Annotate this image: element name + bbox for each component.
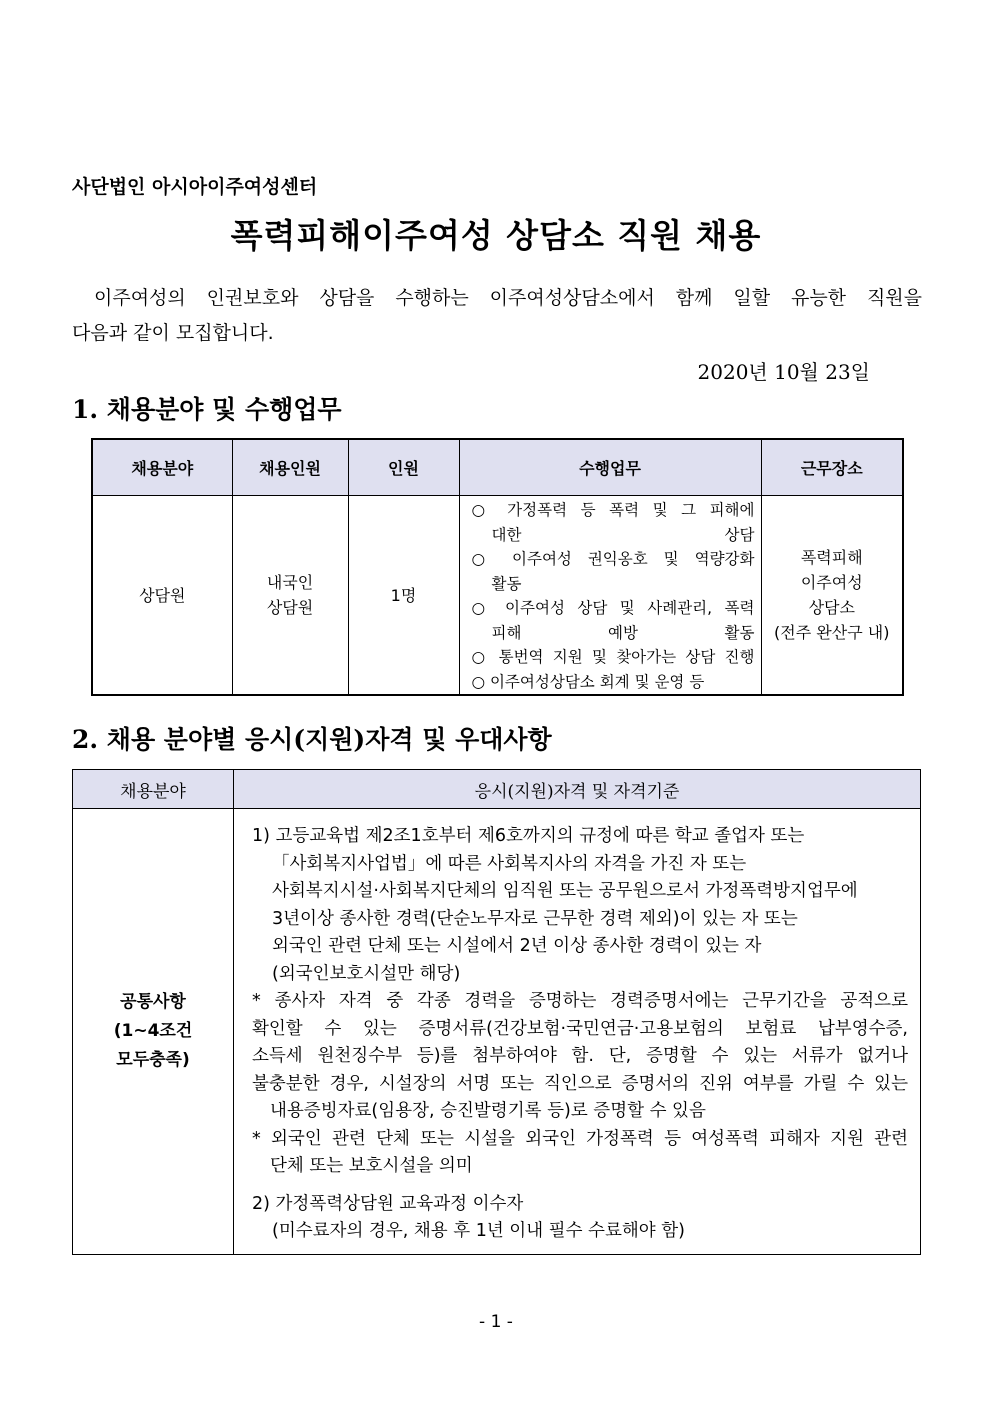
req2-line: (미수료자의 경우, 채용 후 1년 이내 필수 수료해야 함) [272,1221,685,1241]
col-header-field: 채용분야 [92,439,232,496]
req1-line: 3년이상 종사한 경력(단순노무자로 근무한 경력 제외)이 있는 자 또는 [272,908,798,929]
col-header-type: 채용인원 [232,439,348,496]
intro-line-2: 다음과 같이 모집합니다. [72,322,274,344]
intro-line-1: 이주여성의 인권보호와 상담을 수행하는 이주여성상담소에서 함께 일할 유능한 직원을 [94,287,922,309]
recruitment-table [91,438,904,696]
organization-name: 사단법인 아시아이주여성센터 [72,176,318,198]
location-line: 폭력피해 [800,548,863,567]
cell-count: 1명 [348,496,459,696]
category-cell [73,809,234,1255]
cell-duties [459,496,761,696]
note-2: * 외국인 관련 단체 또는 시설을 외국인 가정폭력 등 여성폭력 피해자 지원 관련 단체 또는 보호시설을 의미 [252,1128,908,1176]
category-line: 모두충족) [116,1049,190,1070]
req1-line: 1) 고등교육법 제2조1호부터 제6호까지의 규정에 따른 학교 졸업자 또는 [252,826,805,846]
col-header-qualification: 응시(지원)자격 및 자격기준 [234,770,921,809]
duty-item: ○ 이주여성상담소 회계 및 운영 등 [471,672,705,691]
req2-line: 2) 가정폭력상담원 교육과정 이수자 [252,1193,524,1214]
duty-item: ○ 이주여성 상담 및 사례관리, 폭력 피해 예방 활동 [471,599,755,642]
table-row [92,496,903,696]
req1-line: 「사회복지사업법」에 따른 사회복지사의 자격을 가진 자 또는 [272,853,747,874]
page-number: - 1 - [479,1312,513,1332]
posting-date: 2020년 10월 23일 [697,360,870,384]
cell-field: 상담원 [92,496,232,696]
location-line: (전주 완산구 내) [774,623,890,642]
category-line: 공통사항 [120,991,186,1012]
section2-heading: 2. 채용 분야별 응시(지원)자격 및 우대사항 [72,725,552,754]
duty-item: ○ 가정폭력 등 폭력 및 그 피해에 대한 상담 [471,501,755,544]
qualification-table [72,769,921,1255]
col-header-field: 채용분야 [73,770,234,809]
col-header-location: 근무장소 [761,439,903,496]
req1-line: 사회복지시설·사회복지단체의 임직원 또는 공무원으로서 가정폭력방지업무에 [272,881,858,901]
cell-location [761,496,903,696]
req1-line: (외국인보호시설만 해당) [272,963,461,984]
duty-item: ○ 통번역 지원 및 찾아가는 상담 진행 [471,648,755,666]
duty-item: ○ 이주여성 권익옹호 및 역량강화 활동 [471,550,755,593]
type-line-2: 상담원 [266,598,314,617]
note-1: * 종사자 자격 중 각종 경력을 증명하는 경력증명서에는 근무기간을 공적으로 확인할 수 있는 증명서류(건강보험·국민연금·고용보험의 보험료 납부영수증, 소득세 원천징수부 등)를 첨부하여야 함. 단, 증명할 수 있는 서류가 없거나 불충분한 경우, 시설장의 서명 또는 직인으로 증명서의 진위 여부를 가릴 수 있는 내용증빙자료(임용장, 승진발령기록 등)로 증명할 수 있음 [252,991,908,1121]
req1-line: 외국인 관련 단체 또는 시설에서 2년 이상 종사한 경력이 있는 자 [272,936,762,956]
col-header-duties: 수행업무 [459,439,761,496]
table-header-row [73,770,921,809]
location-line: 상담소 [808,598,855,617]
type-line-1: 내국인 [266,573,314,592]
col-header-count: 인원 [348,439,459,496]
requirements-cell [234,809,921,1255]
page-title: 폭력피해이주여성 상담소 직원 채용 [230,216,762,255]
cell-type [232,496,348,696]
section1-heading: 1. 채용분야 및 수행업무 [72,395,342,424]
location-line: 이주여성 [800,573,863,592]
table-header-row [92,439,903,496]
category-line: (1~4조건 [113,1020,193,1041]
table-row [73,809,921,1255]
